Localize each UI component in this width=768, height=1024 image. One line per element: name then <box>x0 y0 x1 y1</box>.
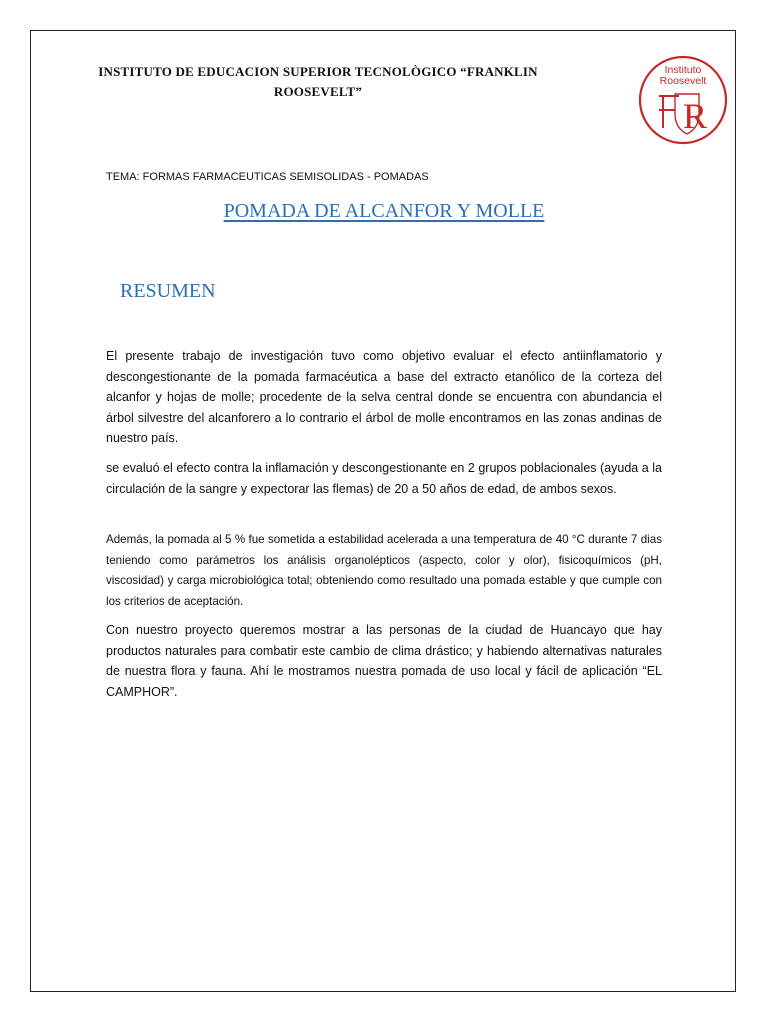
section-heading-resumen: RESUMEN <box>120 280 216 302</box>
paragraph-1: El presente trabajo de investigación tuvo como objetivo evaluar el efecto antiinflamatorio y descongestionante de la pomada farmacéutica a base del extracto etanólico de la corteza del alcanfor y hojas de molle; procedente de la selva central donde se encuentra con abundancia el árbol silvestre del alcanforero a lo contrario el árbol de molle encontramos en las zonas andinas de nuestro país. <box>106 349 662 445</box>
institution-name <box>88 62 548 102</box>
document-title: POMADA DE ALCANFOR Y MOLLE <box>223 200 545 222</box>
paragraph-4: Con nuestro proyecto queremos mostrar a las personas de la ciudad de Huancayo que hay productos naturales para combatir este cambio de clima drástico; y habiendo alternativas naturales de nuestra flora y fauna. Ahí le mostramos nuestra pomada de uso local y fácil de aplicación “EL CAMPHOR”. <box>106 623 662 699</box>
logo-monogram: R <box>682 96 708 136</box>
logo-text-line2: Roosevelt <box>659 75 707 87</box>
paragraph-3: Además, la pomada al 5 % fue sometida a estabilidad acelerada a una temperatura de 40 °C durante 7 dias teniendo como parámetros los análisis organolépticos (aspecto, color y olor), fisicoquímicos (pH, viscosidad) y carga microbiológica total; obteniendo como resultado una pomada estable y que cumple con los criterios de aceptación. <box>106 533 662 608</box>
paragraph-2: se evaluó el efecto contra la inflamación y descongestionante en 2 grupos poblacionales (ayuda a la circulación de la sangre y expectorar las flemas) de 20 a 50 años de edad, de ambos sexos. <box>106 461 662 496</box>
institution-name-line1: INSTITUTO DE EDUCACION SUPERIOR TECNOLÒGICO “FRANKLIN <box>98 64 538 79</box>
topic-line: TEMA: FORMAS FARMACEUTICAS SEMISOLIDAS - POMADAS <box>106 171 429 183</box>
institution-name-line2: ROOSEVELT” <box>273 84 363 99</box>
logo-text-line1: Instituto <box>664 64 702 76</box>
institute-logo <box>637 54 729 146</box>
